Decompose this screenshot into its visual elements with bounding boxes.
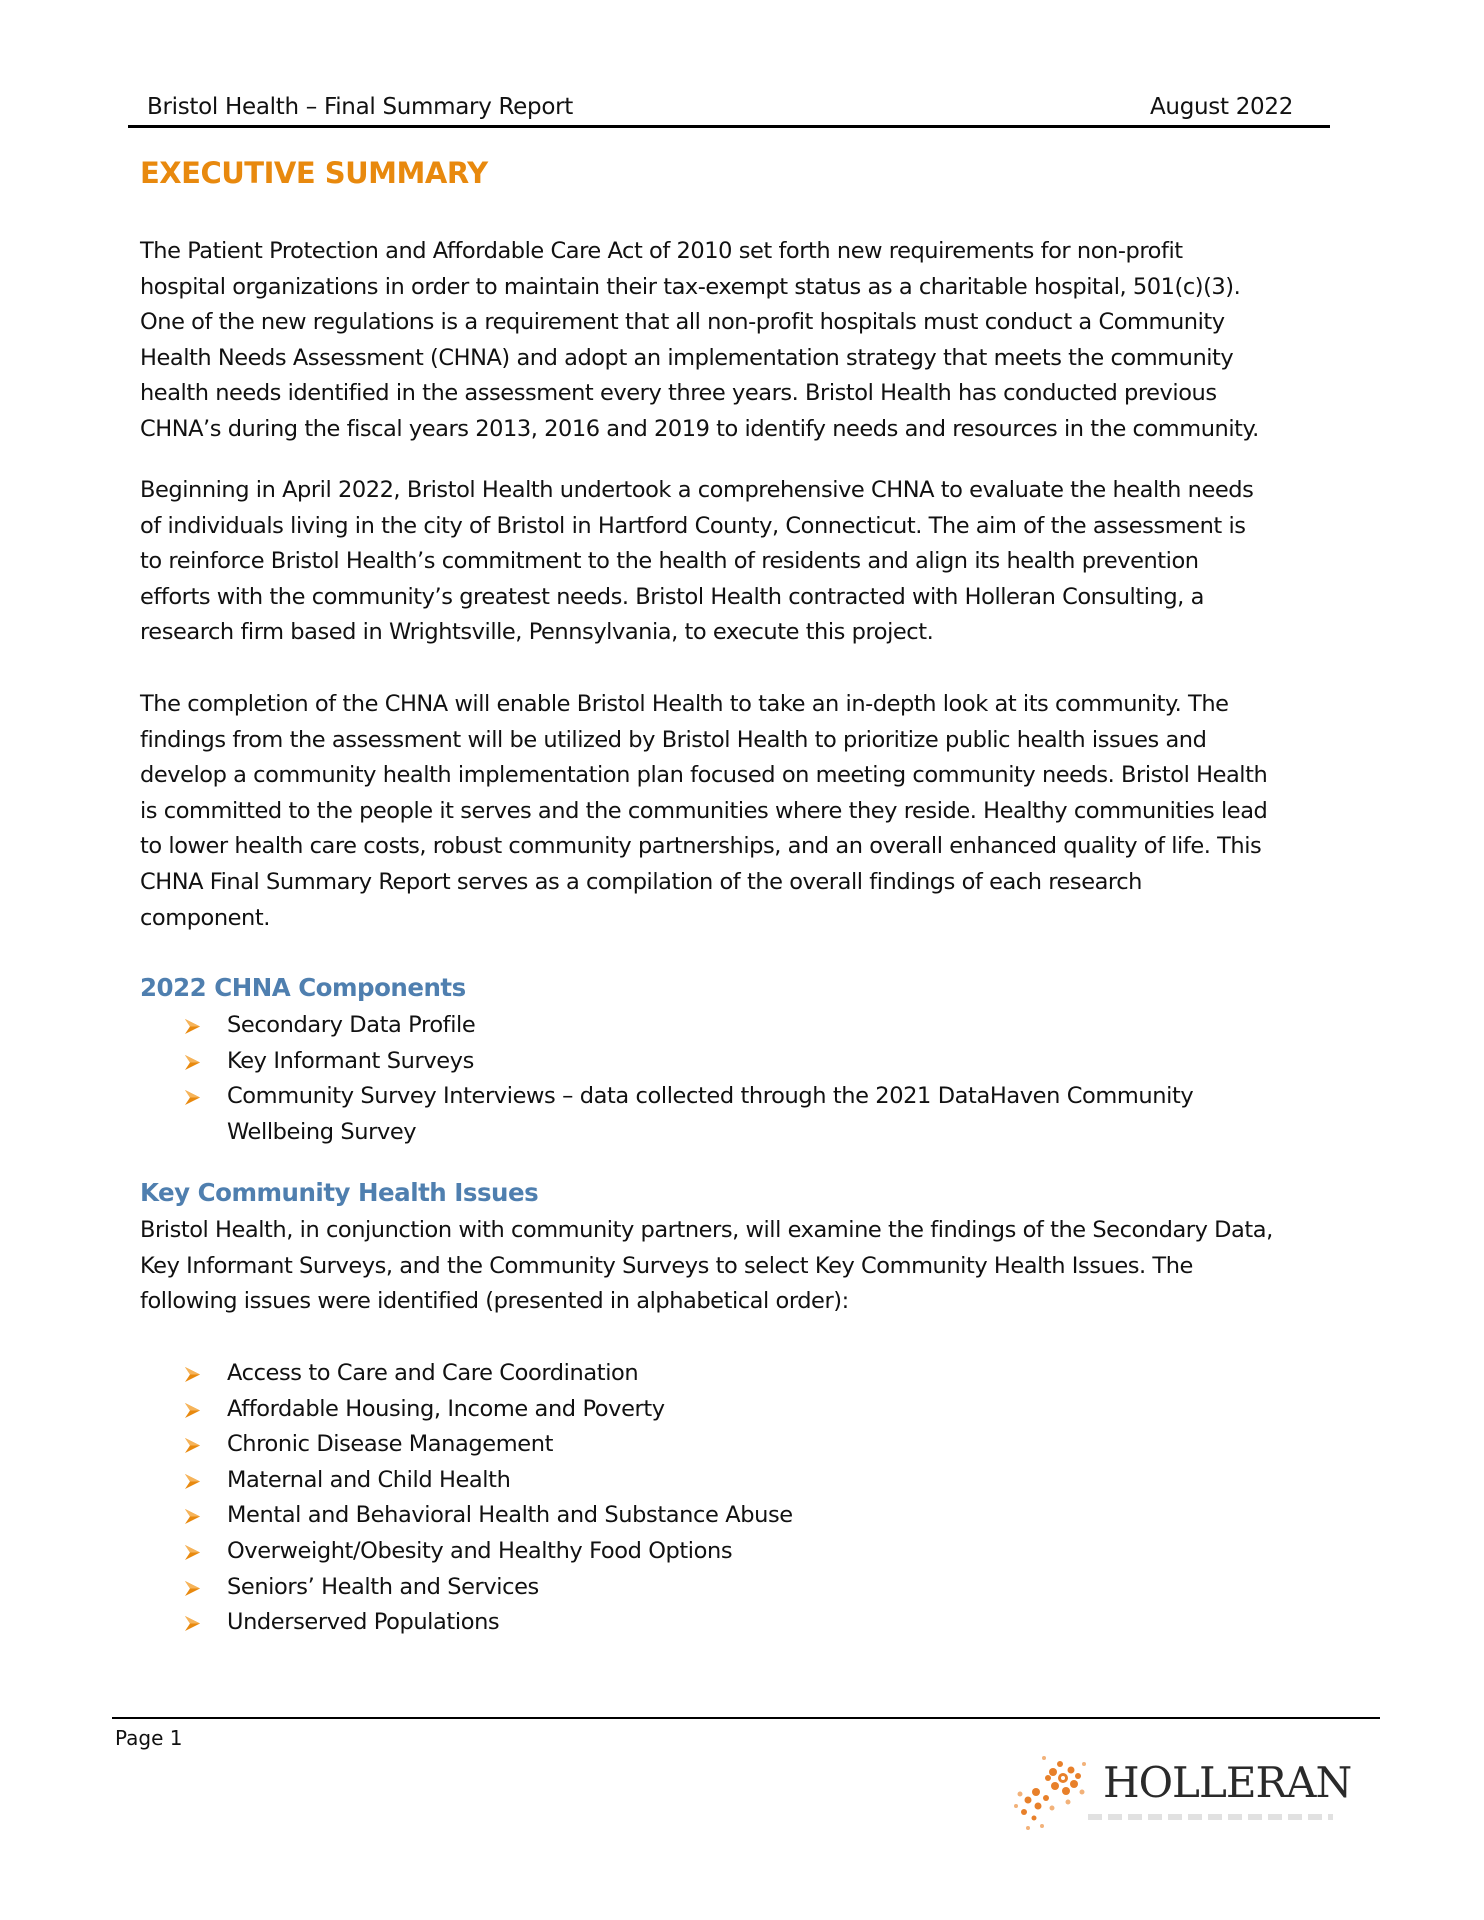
text-line: is committed to the people it serves and the communities where they reside. Healthy communities lead: [140, 797, 1268, 824]
arrow-bullet-icon: [184, 1437, 201, 1454]
text-line: develop a community health implementation plan focused on meeting community needs. Bristol Health: [140, 762, 1268, 789]
text-line: following issues were identified (presented in alphabetical order):: [140, 1288, 849, 1315]
text-line: to reinforce Bristol Health’s commitment to the health of residents and align its health prevention: [140, 548, 1199, 575]
text-line: of individuals living in the city of Bristol in Hartford County, Connecticut. The aim of the assessment is: [140, 512, 1246, 539]
arrow-bullet-icon: [184, 1054, 201, 1071]
text-line: Beginning in April 2022, Bristol Health undertook a comprehensive CHNA to evaluate the health needs: [140, 477, 1254, 503]
text-line: CHNA Final Summary Report serves as a compilation of the overall findings of each research: [140, 868, 1142, 895]
arrow-bullet-icon: [184, 1544, 201, 1561]
arrow-bullet-icon: [184, 1366, 201, 1383]
text-line: hospital organizations in order to maintain their tax-exempt status as a charitable hospital, 501(c)(3).: [140, 273, 1241, 300]
arrow-bullet-icon: [184, 1089, 201, 1106]
list-item: Access to Care and Care Coordination: [180, 1356, 793, 1392]
paragraph-purpose: [140, 687, 1267, 936]
text-line: efforts with the community’s greatest needs. Bristol Health contracted with Holleran Consulting, a: [140, 583, 1204, 610]
list-item: Underserved Populations: [180, 1605, 793, 1641]
paragraph-intro: [140, 234, 1259, 448]
arrow-bullet-icon: [184, 1402, 201, 1419]
arrow-bullet-icon: [184, 1508, 201, 1525]
components-list: [180, 1008, 1193, 1150]
arrow-bullet-icon: [184, 1580, 201, 1597]
holleran-logo: [1008, 1748, 1358, 1838]
list-item: Chronic Disease Management: [180, 1427, 793, 1463]
list-item: Community Survey Interviews – data collected through the 2021 DataHaven Community Wellbeing Survey: [180, 1079, 1193, 1150]
paragraph-issues-intro: [140, 1213, 1273, 1320]
text-line: One of the new regulations is a requirement that all non-profit hospitals must conduct a Community: [140, 309, 1225, 336]
arrow-bullet-icon: [184, 1473, 201, 1490]
running-header-date: August 2022: [1150, 94, 1294, 120]
page-number: Page 1: [115, 1726, 183, 1750]
section-heading-components: 2022 CHNA Components: [140, 973, 466, 1002]
list-item: Seniors’ Health and Services: [180, 1570, 793, 1606]
text-line: to lower health care costs, robust community partnerships, and an overall enhanced quality of life. This: [140, 833, 1262, 860]
issues-list: [180, 1356, 793, 1641]
running-header-title: Bristol Health – Final Summary Report: [147, 94, 573, 120]
logo-wordmark: HOLLERAN: [1103, 1758, 1352, 1807]
footer-rule: [112, 1717, 1380, 1719]
text-line: findings from the assessment will be utilized by Bristol Health to prioritize public health issues and: [140, 726, 1207, 753]
section-heading-issues: Key Community Health Issues: [140, 1178, 539, 1207]
list-item: Mental and Behavioral Health and Substance Abuse: [180, 1498, 793, 1534]
text-line: Bristol Health, in conjunction with community partners, will examine the findings of the Secondary Data,: [140, 1217, 1273, 1243]
text-line: research firm based in Wrightsville, Pennsylvania, to execute this project.: [140, 619, 934, 646]
arrow-bullet-icon: [184, 1018, 201, 1035]
list-item: Maternal and Child Health: [180, 1463, 793, 1499]
arrow-bullet-icon: [184, 1615, 201, 1632]
text-line: Key Informant Surveys, and the Community Surveys to select Key Community Health Issues. The: [140, 1252, 1193, 1279]
orange-dot-burst-icon: [1008, 1748, 1098, 1838]
text-line: CHNA’s during the fiscal years 2013, 2016 and 2019 to identify needs and resources in the community.: [140, 415, 1259, 442]
list-item: Secondary Data Profile: [180, 1008, 1193, 1044]
text-line: The completion of the CHNA will enable Bristol Health to take an in-depth look at its community. The: [140, 691, 1229, 717]
header-rule: [128, 125, 1330, 128]
list-item: Affordable Housing, Income and Poverty: [180, 1392, 793, 1428]
text-line: component.: [140, 904, 270, 931]
page-title: EXECUTIVE SUMMARY: [140, 156, 488, 190]
text-line: The Patient Protection and Affordable Care Act of 2010 set forth new requirements for non-profit: [140, 238, 1183, 264]
logo-tagline: [1088, 1814, 1333, 1820]
text-line: health needs identified in the assessment every three years. Bristol Health has conducted previous: [140, 380, 1217, 407]
paragraph-background: [140, 473, 1253, 651]
list-item: Overweight/Obesity and Healthy Food Options: [180, 1534, 793, 1570]
list-item: Key Informant Surveys: [180, 1044, 1193, 1080]
text-line: Health Needs Assessment (CHNA) and adopt an implementation strategy that meets the community: [140, 344, 1234, 371]
